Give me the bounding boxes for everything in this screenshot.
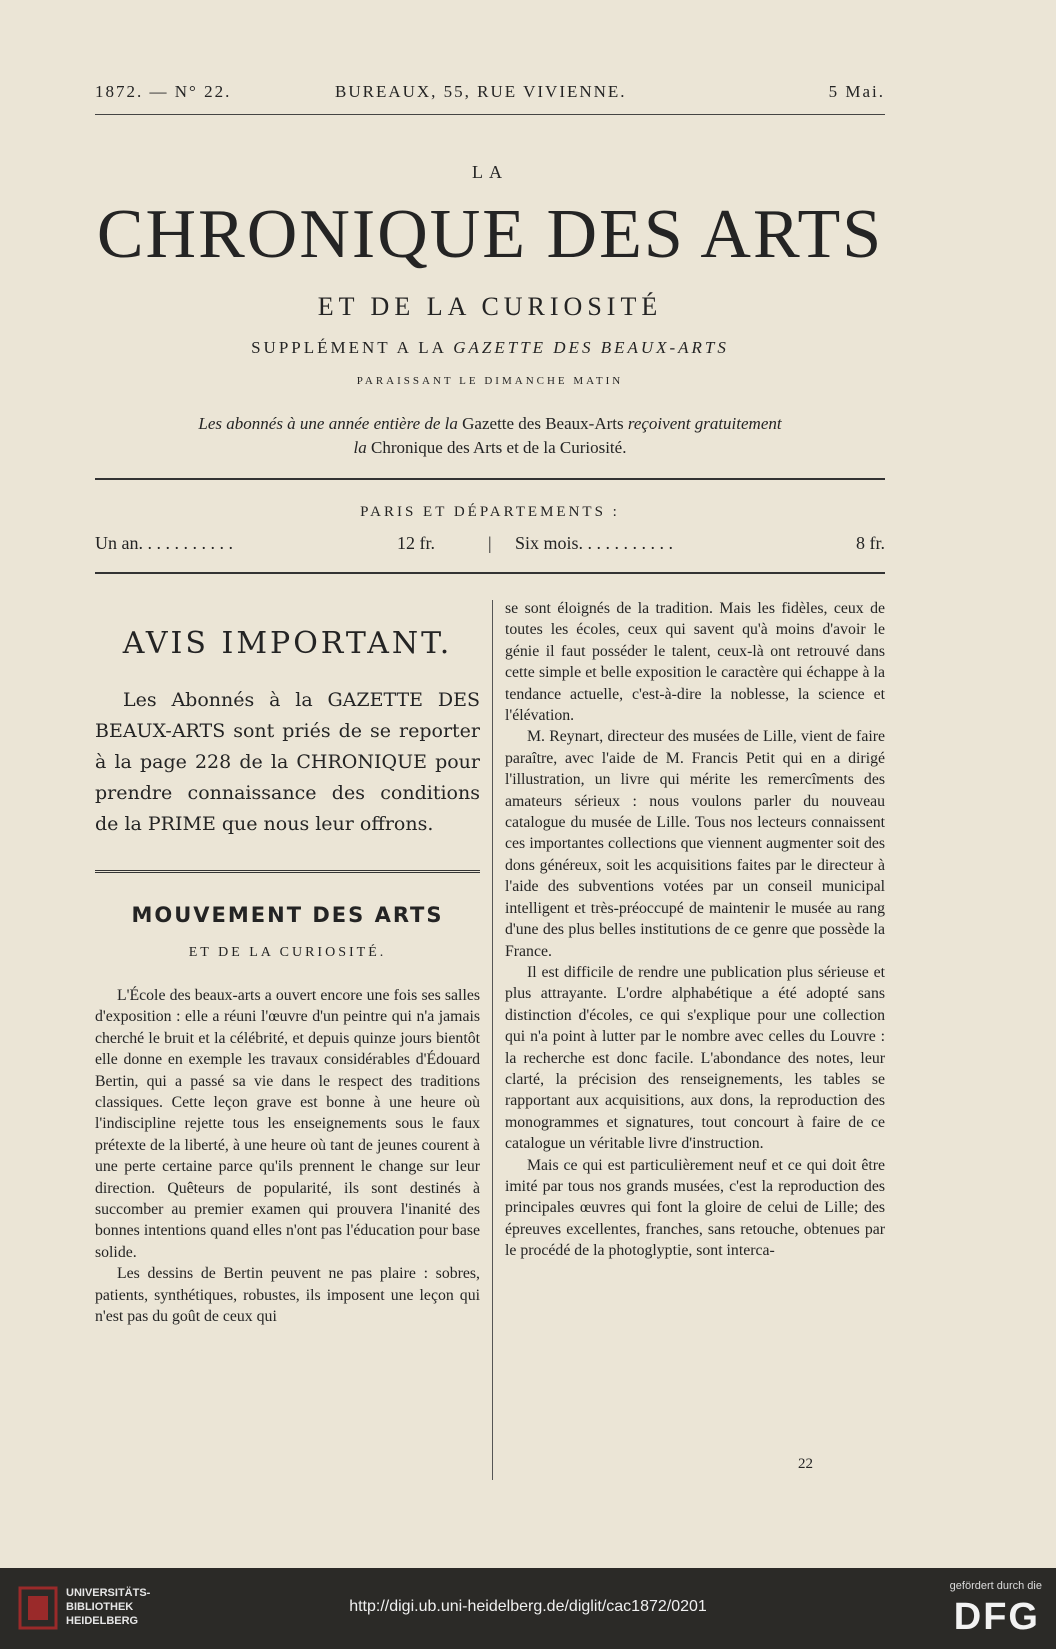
page-number: 22 <box>798 1456 813 1472</box>
paragraph: Les dessins de Bertin peuvent ne pas plaire : sobres, patients, synthétiques, robustes, ils imposent une leçon qui n'est pas du goût de ceux qui <box>95 1265 480 1326</box>
supplement-gazette: GAZETTE DES BEAUX-ARTS <box>453 338 729 357</box>
paragraph: Mais ce qui est particulièrement neuf et ce qui doit être imité par tous nos grands musées, c'est la reproduction des principales œuvres qui font la gloire de celui de Lille; des épreuves excellentes, franches, sans retouche, obtenues par le procédé de la photoglyptie, sont interca- <box>505 1156 885 1260</box>
avis-rule <box>95 870 480 873</box>
abonnes-1b: Gazette des Beaux-Arts <box>462 414 624 433</box>
year-label: Un an. . . . . . . . . . . <box>95 533 233 553</box>
paragraph: L'École des beaux-arts a ouvert encore une fois ses salles d'exposition : elle a réuni l'œuvre d'un peintre qui n'a jamais cherché le bruit et la célébrité, et depuis quinze jours bientôt elle donne en exemple les travaux considérables d'Édouard Bertin, qui a passé sa vie dans le respect des traditions classiques. Cette leçon grave est bonne à une heure où l'indiscipline rejette tous les enseignements sous le faux prétexte de la liberté, à une heure où tant de jeunes courent à une perte certaine parce qu'ils prennent le change sur leur direction. Quêteurs de popularité, ils sont destinés à succomber au premier examen qui prouvera l'inanité des bonnes intentions quand elles n'ont pas l'éducation pour base solide. <box>95 987 480 1261</box>
dfg-logo: DFG <box>953 1596 1040 1638</box>
avis-body: Les Abonnés à la GAZETTE DES BEAUX-ARTS sont priés de se reporter à la page 228 de la CHRONIQUE pour prendre connaissance des conditions de la PRIME que nous leur offrons. <box>95 689 480 835</box>
issue-number: 1872. — N° 22. <box>95 82 232 101</box>
library-line: UNIVERSITÄTS- <box>66 1587 151 1599</box>
mouvement-title: MOUVEMENT DES ARTS <box>131 903 444 927</box>
abonnes-2b: Chronique des Arts et de la Curiosité. <box>371 438 627 457</box>
abonnes-notice <box>95 412 885 460</box>
price-separator: | <box>488 533 492 553</box>
six-months-label: Six mois. . . . . . . . . . . <box>515 533 674 553</box>
masthead-subtitle: ET DE LA CURIOSITÉ <box>317 292 663 321</box>
funded-by: gefördert durch die <box>949 1580 1042 1592</box>
column-separator <box>492 600 493 1480</box>
abonnes-2a: la <box>353 438 367 457</box>
right-column <box>505 598 885 1262</box>
paragraph: se sont éloignés de la tradition. Mais les fidèles, ceux de toutes les écoles, ceux qui savent qu'à moins d'avoir le génie il faut posséder le talent, ceux-là ont retrouvé dans cette simple et belle exposition le caractère qui échappe à la tendance actuelle, c'est-à-dire la noblesse, la science et l'élévation. <box>505 600 885 725</box>
digitization-footer <box>0 1568 1056 1649</box>
paragraph: Il est difficile de rendre une publication plus sérieuse et plus attrayante. L'ordre alphabétique a été adopté sans distinction d'écoles, ce qui s'explique pour une collection qui n'a point à lutter par le nombre avec celles du Louvre : la recherche est donc facile. L'abondance des notes, leur clarté, la précision des renseignements, les tables se rapportant aux acquisitions, aux dons, la reproduction des monogrammes et signatures, tout concourt à faire de ce catalogue un véritable livre d'instruction. <box>505 963 885 1153</box>
masthead-title: CHRONIQUE DES ARTS <box>96 196 884 273</box>
avis-title: AVIS IMPORTANT. <box>122 626 453 661</box>
paragraph: M. Reynart, directeur des musées de Lille, vient de faire paraître, avec l'aide de M. Francis Petit qui en a dirigé l'illustration, un livre qui mérite les remercîments des amateurs sérieux : nous voulons parler du nouveau catalogue du musée de Lille. Tous nos lecteurs connaissent ces importantes collections que viennent augmenter soit des dons généreux, soit les acquisitions faites par le directeur à l'aide des subventions votées par un conseil municipal intelligent et très-préoccupé de maintenir le musée au rang d'une des plus belles institutions de ce genre que possède la France. <box>505 728 885 960</box>
supplement-prefix: SUPPLÉMENT A LA <box>251 338 446 357</box>
masthead-la: LA <box>472 162 508 182</box>
masthead-rule <box>95 478 885 480</box>
source-url[interactable]: http://digi.ub.uni-heidelberg.de/diglit/cac1872/0201 <box>349 1598 707 1615</box>
library-line: BIBLIOTHEK <box>66 1601 134 1613</box>
supplement-line <box>95 338 885 358</box>
running-header <box>95 82 885 108</box>
left-column <box>95 600 480 1328</box>
parution-line: PARAISSANT LE DIMANCHE MATIN <box>356 375 624 387</box>
mouvement-text <box>95 985 480 1328</box>
subscription-rule <box>95 572 885 574</box>
subscription-prices <box>95 533 885 559</box>
abonnes-1c: reçoivent gratuitement <box>627 414 782 433</box>
library-line: HEIDELBERG <box>66 1615 139 1627</box>
header-rule <box>95 114 885 115</box>
abonnes-1a: Les abonnés à une année entière de la <box>198 414 458 433</box>
issue-date: 5 Mai. <box>828 82 885 101</box>
year-price: 12 fr. <box>397 533 435 553</box>
bureaux-address: BUREAUX, 55, RUE VIVIENNE. <box>335 82 627 101</box>
mouvement-subtitle: ET DE LA CURIOSITÉ. <box>188 945 387 960</box>
subscription-heading: PARIS ET DÉPARTEMENTS : <box>360 504 620 520</box>
six-months-price: 8 fr. <box>856 533 885 553</box>
